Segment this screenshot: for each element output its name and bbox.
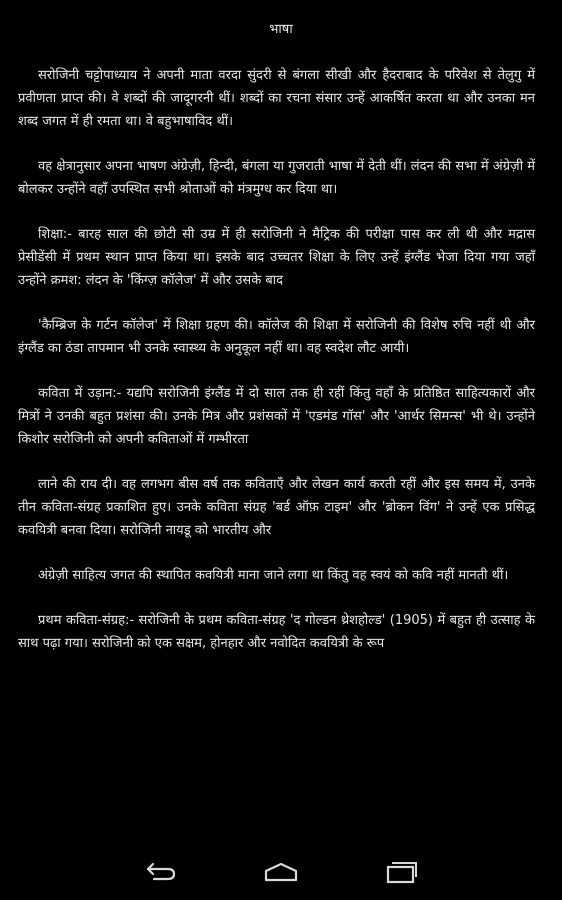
home-button[interactable] [251,852,311,892]
back-button[interactable] [131,852,191,892]
paragraph: प्रथम कविता-संग्रह:- सरोजिनी के प्रथम कविता-संग्रह 'द गोल्डन थ्रेशहोल्ड' (1905) में बहुत ही उत्साह के साथ पढ़ा गया। सरोजिनी को एक सक्षम, होनहार और नवोदित कवयित्री के रूप [18,613,535,651]
recent-apps-icon [384,860,418,884]
reader-content [18,64,535,677]
paragraph: 'कैम्ब्रिज के गर्टन कॉलेज' में शिक्षा ग्रहण की। कॉलेज की शिक्षा में सरोजिनी की विशेष रुचि नहीं थी और इंग्लैंड का ठंडा तापमान भी उनके स्वास्थ्य के अनुकूल नहीं था। वह स्वदेश लौट आयी। [18,318,535,356]
recent-apps-button[interactable] [371,852,431,892]
home-icon [263,861,299,883]
paragraph: कविता में उड़ान:- यद्यपि सरोजिनी इंग्लैंड में दो साल तक ही रहीं किंतु वहाँ के प्रतिष्ठित साहित्यकारों और मित्रों ने उनकी बहुत प्रशंसा की। उनके मित्र और प्रशंसकों में 'एडमंड गॉस' और 'आर्थर सिमन्स' भी थे। उन्होंने किशोर सरोजिनी को अपनी कविताओं में गम्भीरता [18,386,535,447]
back-icon [144,861,178,883]
navigation-bar [0,844,562,900]
page-title: भाषा [269,22,293,37]
paragraph: लाने की राय दी। वह लगभग बीस वर्ष तक कविताएँ और लेखन कार्य करती रहीं और इस समय में, उनके तीन कविता-संग्रह प्रकाशित हुए। उनके कविता संग्रह 'बर्ड ऑफ़ टाइम' और 'ब्रोकन विंग' ने उन्हें एक प्रसिद्ध कवयित्री बनवा दिया। सरोजिनी नायडू को भारतीय और [18,477,535,538]
paragraph: शिक्षा:- बारह साल की छोटी सी उम्र में ही सरोजिनी ने मैट्रिक की परीक्षा पास कर ली थी और मद्रास प्रेसीडेंसी में प्रथम स्थान प्राप्त किया था। इसके बाद उच्चतर शिक्षा के लिए उन्हें इंग्लैंड भेजा दिया गया जहाँ उन्होंने क्रमश: लंदन के 'किंग्ज़ कॉलेज' में और उसके बाद [18,227,535,288]
paragraph: सरोजिनी चट्टोपाध्याय ने अपनी माता वरदा सुंदरी से बंगला सीखी और हैदराबाद के परिवेश से तेलुगु में प्रवीणता प्राप्त की। वे शब्दों की जादूगरनी थीं। शब्दों का रचना संसार उन्हें आकर्षित करता था और उनका मन शब्द जगत में ही रमता था। वे बहुभाषाविद थीं। [18,68,535,129]
paragraph: वह क्षेत्रानुसार अपना भाषण अंग्रेज़ी, हिन्दी, बंगला या गुजराती भाषा में देती थीं। लंदन की सभा में अंग्रेज़ी में बोलकर उन्होंने वहाँ उपस्थित सभी श्रोताओं को मंत्रमुग्ध कर दिया था। [18,159,535,197]
paragraph: अंग्रेज़ी साहित्य जगत की स्थापित कवयित्री माना जाने लगा था किंतु वह स्वयं को कवि नहीं मानती थीं। [38,568,509,583]
